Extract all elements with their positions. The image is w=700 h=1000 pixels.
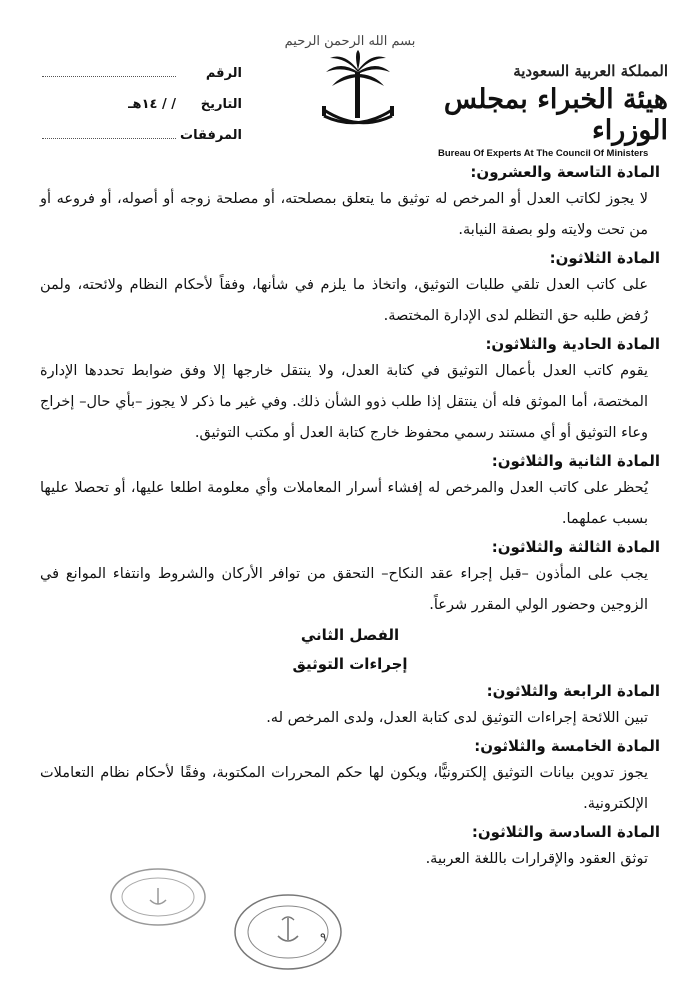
article xyxy=(40,734,660,820)
article-title: المادة الخامسة والثلاثون: xyxy=(474,737,660,755)
article-title: المادة التاسعة والعشرون: xyxy=(470,163,660,181)
article-title: المادة الحادية والثلاثون: xyxy=(485,335,660,353)
article-text: يقوم كاتب العدل بأعمال التوثيق في كتابة العدل، ولا ينتقل خارجها إلا وفق ضوابط تحددها الإدارة المختصة، أما الموثق فله أن ينتقل إذا طلب ذوو الشأن ذلك. وفي غير ما ذكر لا يجوز –بأي حال– إخراج وعاء التوثيق أو أي مستند رسمي محفوظ خارج كتابة العدل أو مكتب التوثيق. xyxy=(40,363,648,441)
bureau-name-english: Bureau Of Experts At The Council Of Ministers xyxy=(438,148,649,159)
article-title: المادة الثانية والثلاثون: xyxy=(491,452,660,470)
ref-number-line xyxy=(42,66,176,77)
article-title: المادة الثالثة والثلاثون: xyxy=(491,538,660,556)
date-row xyxy=(42,97,242,128)
article xyxy=(40,332,660,449)
date-label: التاريخ xyxy=(200,97,242,112)
article xyxy=(40,535,660,621)
bureau-block xyxy=(438,62,668,159)
article-title: المادة الرابعة والثلاثون: xyxy=(486,682,660,700)
article xyxy=(40,160,660,246)
chapter-subtitle: إجراءات التوثيق xyxy=(292,655,408,673)
attachments-line xyxy=(42,128,176,139)
article-text: يُحظر على كاتب العدل والمرخص له إفشاء أسرار المعاملات وأي معلومة اطلعا عليها، أو تحصلا عليها بسبب عملهما. xyxy=(40,480,648,527)
article xyxy=(40,449,660,535)
document-body xyxy=(40,160,660,875)
article-text: يجوز تدوين بيانات التوثيق إلكترونيًّا، ويكون لها حكم المحررات المكتوبة، وفقًا لأحكام نظام التعاملات الإلكترونية. xyxy=(40,765,648,812)
attachments-label: المرفقات xyxy=(180,128,242,143)
attachments-row xyxy=(42,128,242,159)
article xyxy=(40,679,660,734)
official-stamp-icon xyxy=(108,866,208,928)
article-title: المادة الثلاثون: xyxy=(549,249,660,267)
article-text: تبين اللائحة إجراءات التوثيق لدى كتابة العدل، ولدى المرخص له. xyxy=(266,710,648,726)
chapter-heading xyxy=(40,621,660,679)
article-text: لا يجوز لكاتب العدل أو المرخص له توثيق ما يتعلق بمصلحته، أو مصلحة زوجه أو أصوله، أو فروعه أو من تحت ولايته ولو بصفة النيابة. xyxy=(40,191,648,238)
chapter-title: الفصل الثاني xyxy=(300,626,400,644)
official-seal-icon xyxy=(232,892,344,972)
ref-number-label: الرقم xyxy=(205,66,242,81)
bismillah: بسم الله الرحمن الرحيم xyxy=(284,34,416,49)
article-text: على كاتب العدل تلقي طلبات التوثيق، واتخاذ ما يلزم في شأنها، وفقاً لأحكام النظام ولائحته، ولمن رُفض طلبه حق التظلم لدى الإدارة المختصة. xyxy=(40,277,648,324)
letterhead xyxy=(0,0,700,159)
article-text: توثق العقود والإقرارات باللغة العربية. xyxy=(425,851,648,867)
date-value: / / ١٤هـ xyxy=(128,97,176,112)
saudi-emblem-icon xyxy=(318,50,398,140)
article-text: يجب على المأذون –قبل إجراء عقد النكاح– التحقق من توافر الأركان والشروط وانتفاء الموانع في الزوجين وحضور الولي المقرر شرعاً. xyxy=(40,566,648,613)
reference-fields xyxy=(42,66,242,159)
kingdom-name: المملكة العربية السعودية xyxy=(513,62,668,80)
article-title: المادة السادسة والثلاثون: xyxy=(471,823,660,841)
article xyxy=(40,246,660,332)
bureau-name-arabic: هيئة الخبراء بمجلس الوزراء xyxy=(443,84,668,146)
ref-number-row xyxy=(42,66,242,97)
page-number: ٩ xyxy=(320,930,327,944)
